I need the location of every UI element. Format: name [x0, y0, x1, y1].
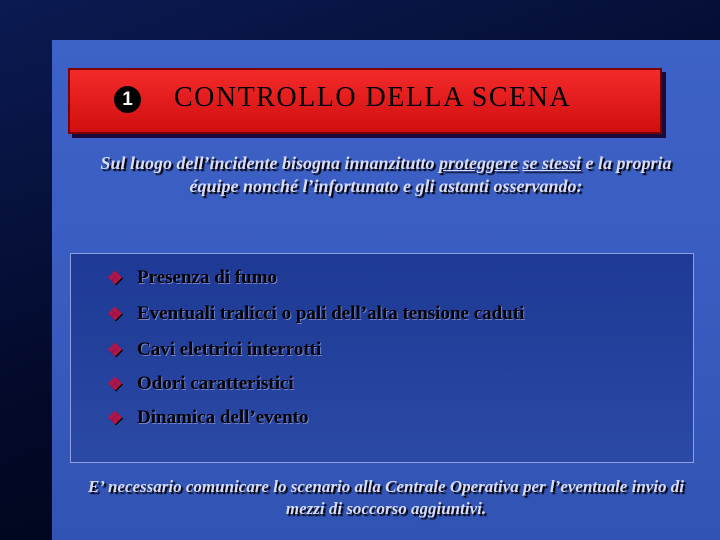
checklist-box — [70, 253, 694, 463]
diamond-bullet-icon: ❖ — [107, 407, 124, 428]
diamond-bullet-icon: ❖ — [107, 303, 124, 324]
list-item-label: Presenza di fumo — [137, 267, 278, 288]
title-bar — [68, 68, 662, 134]
intro-underlined-2: se stessi — [522, 153, 582, 173]
list-item-label: Cavi elettrici interrotti — [137, 339, 322, 360]
diamond-bullet-icon: ❖ — [107, 339, 124, 360]
list-item-label: Eventuali tralicci o pali dell’alta tensione caduti — [137, 303, 525, 324]
intro-paragraph — [76, 152, 696, 199]
diamond-bullet-icon: ❖ — [107, 267, 124, 288]
intro-text-1: Sul luogo dell’incidente bisogna innanzitutto — [100, 153, 440, 173]
footer-note: E’ necessario comunicare lo scenario alla Centrale Operativa per l’eventuale invio di mezzi di soccorso aggiuntivi. — [87, 477, 685, 519]
diamond-bullet-icon: ❖ — [107, 373, 124, 394]
list-item-label: Dinamica dell’evento — [137, 407, 309, 428]
intro-text-2: e la propria équipe nonché l’infortunato e gli astanti osservando: — [189, 153, 672, 197]
list-item-label: Odori caratteristici — [137, 373, 294, 394]
list-item — [107, 264, 277, 292]
intro-underlined-1: proteggere — [439, 153, 519, 173]
list-item — [107, 300, 524, 328]
list-item — [107, 336, 321, 364]
list-item — [107, 404, 309, 432]
slide-title: CONTROLLO DELLA SCENA — [174, 82, 572, 113]
list-item — [107, 370, 294, 398]
title-number-badge: 1 — [114, 86, 141, 113]
